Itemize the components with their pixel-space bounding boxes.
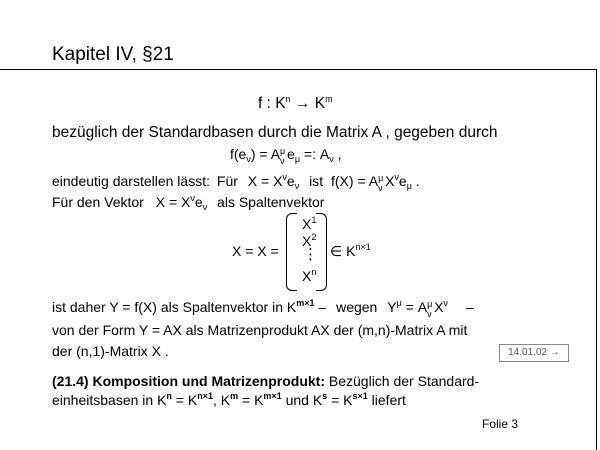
section-line-2: einheitsbasen in $K^n = K^{n\times 1}$, $K^m = K^{m\times 1}$ und $K^s = K^{s\times 1}$ liefert [52, 391, 406, 408]
column-vector-lhs: X = X = [232, 243, 279, 259]
section-heading-line: (21.4) Komposition und Matrizenprodukt: Bezüglich der Standard- [52, 373, 480, 389]
formula-fe: $f(e_\nu) = A$ μ ν $e_\mu$ =: $A_\nu$ , [230, 146, 342, 166]
right-paren [316, 213, 327, 291]
text-line-matrix: der (n,1)-Matrix X . [52, 343, 169, 359]
text-line-daher: ist daher Y = f(X) als Spaltenvektor in $K^{m\times 1}$ – wegen $Y^\mu = A$ μ ν $X^\nu$ – [52, 298, 474, 319]
text-line-vektor: Für den Vektor $X = X^\nu e_\nu$ als Spaltenvektor [52, 193, 325, 212]
vector-membership: ∈ $K^{n\times 1}$ [330, 242, 371, 259]
left-paren [286, 213, 297, 291]
vector-entry-1: $X^1$ [302, 215, 317, 232]
text-line-form: von der Form Y = AX als Matrizenprodukt AX der (m,n)-Matrix A mit [52, 322, 468, 338]
vector-entry-n: $X^n$ [302, 267, 317, 284]
vector-entry-2: $X^2$ [302, 232, 317, 249]
vector-dots: ⋮ [303, 246, 318, 263]
date-link-button[interactable]: 14.01.02 → [499, 344, 569, 362]
page-title: Kapitel IV, §21 [52, 44, 174, 65]
text-line-bezueglich: bezüglich der Standardbasen durch die Matrix A , gegeben durch [52, 124, 498, 141]
formula-map: f : $K^n \to K^m$ [258, 94, 333, 112]
text-line-eindeutig: eindeutig darstellen lässt: Für $X = X^\nu e_\nu$ ist f(X) = A μ ν $X^\nu e_\mu$ . [52, 172, 420, 193]
slide-number: Folie 3 [482, 417, 519, 431]
